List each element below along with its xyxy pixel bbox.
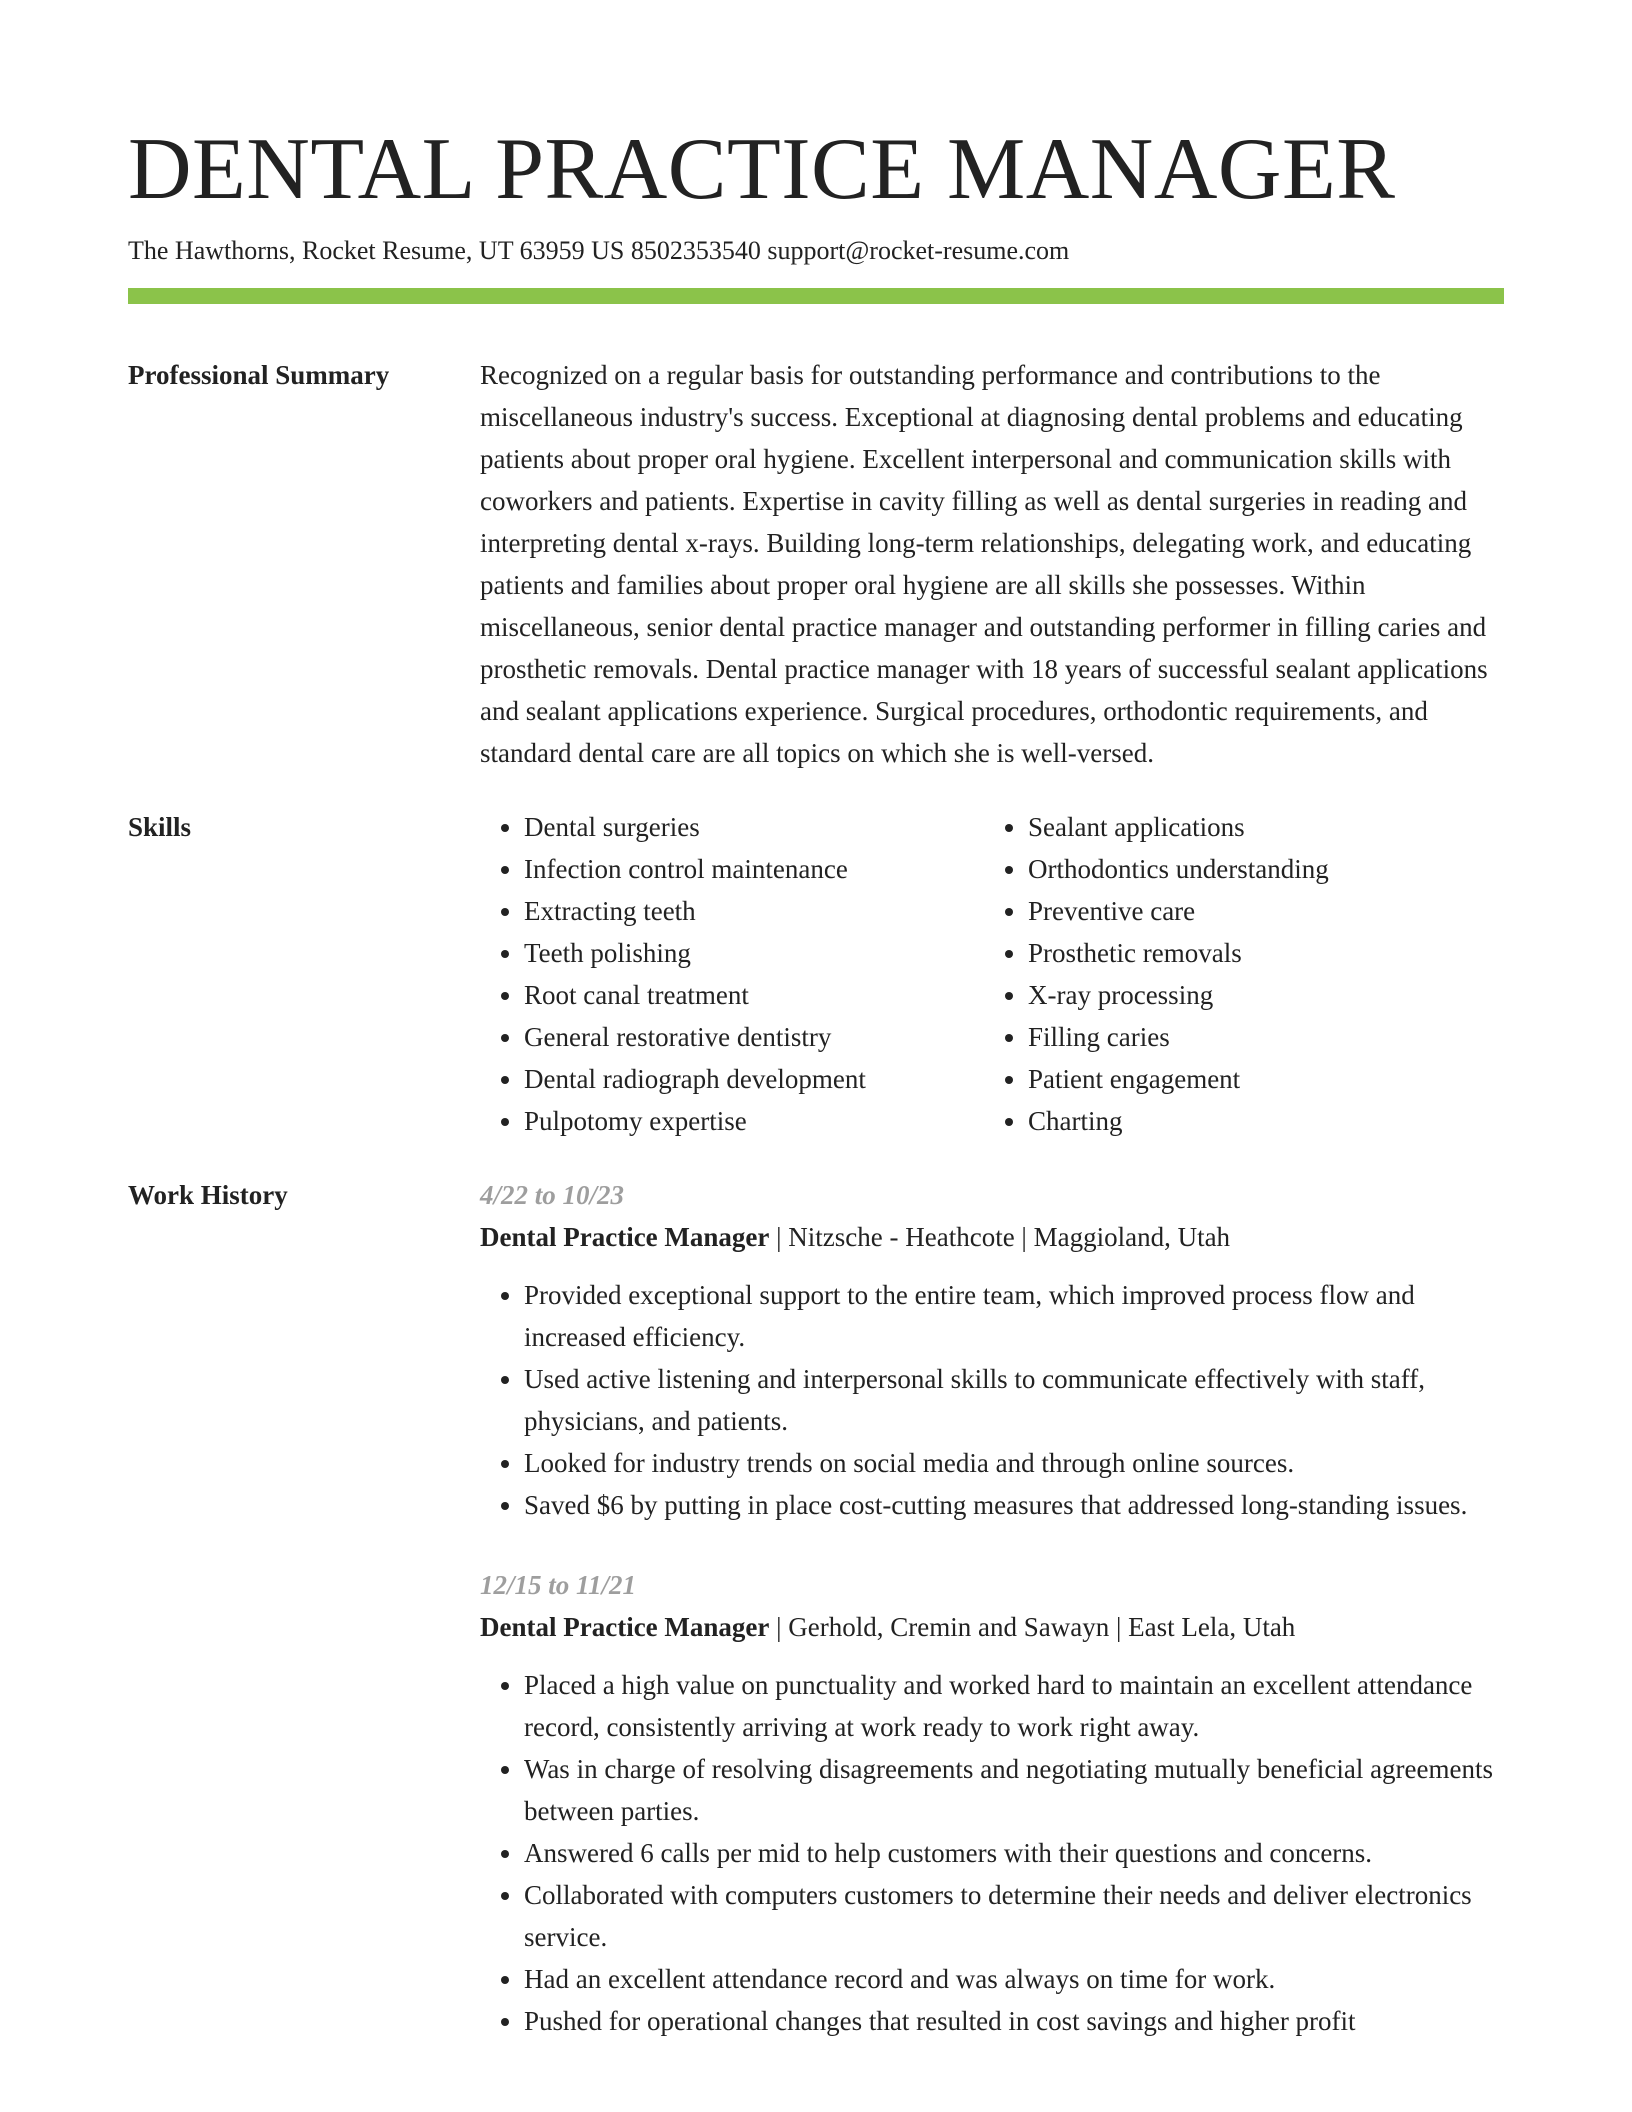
skills-columns (480, 806, 1504, 1142)
job-title: Dental Practice Manager (480, 1612, 770, 1642)
skills-body (480, 806, 1504, 1142)
skills-column-2 (984, 806, 1504, 1142)
job-bullet: • Looked for industry trends on social media and through online sources. (524, 1442, 1504, 1484)
skill-item: • Teeth polishing (524, 932, 984, 974)
skill-item: • Filling caries (1028, 1016, 1504, 1058)
contact-line: The Hawthorns, Rocket Resume, UT 63959 US 8502353540 support@rocket-resume.com (128, 236, 1070, 265)
job-bullet: • Answered 6 calls per mid to help customers with their questions and concerns. (524, 1832, 1504, 1874)
skill-item: • Sealant applications (1028, 806, 1504, 848)
job-dates: 4/22 to 10/23 (480, 1180, 625, 1210)
summary-text: Recognized on a regular basis for outstanding performance and contributions to the miscellaneous industry's success. Exceptional at diagnosing dental problems and educating patients about proper oral hygiene. Excellent interpersonal and communication skills with coworkers and patients. Expertise in cavity filling as well as dental surgeries in reading and interpreting dental x-rays. Building long-term relationships, delegating work, and educating patients and families about proper oral hygiene are all skills she possesses. Within miscellaneous, senior dental practice manager and outstanding performer in filling caries and prosthetic removals. Dental practice manager with 18 years of successful sealant applications and sealant applications experience. Surgical procedures, orthodontic requirements, and standard dental care are all topics on which she is well-versed. (480, 360, 1488, 768)
resume-page (128, 0, 1504, 2080)
job-dates: 12/15 to 11/21 (480, 1570, 637, 1600)
summary-section (128, 354, 1504, 774)
job-bullets (480, 1274, 1504, 1526)
skill-item: • Orthodontics understanding (1028, 848, 1504, 890)
job-title-line (480, 1606, 1504, 1648)
work-history-section (128, 1174, 1504, 2080)
skill-item: • Infection control maintenance (524, 848, 984, 890)
skill-item: • General restorative dentistry (524, 1016, 984, 1058)
summary-heading: Professional Summary (128, 360, 390, 390)
skill-item: • Pulpotomy expertise (524, 1100, 984, 1142)
summary-body (480, 354, 1504, 774)
skills-heading: Skills (128, 812, 192, 842)
work-history-heading: Work History (128, 1180, 288, 1210)
skill-item: • X-ray processing (1028, 974, 1504, 1016)
job-bullet: • Collaborated with computers customers to determine their needs and deliver electronics service. (524, 1874, 1504, 1958)
job-bullet: • Saved $6 by putting in place cost-cutting measures that addressed long-standing issues. (524, 1484, 1504, 1526)
skills-column-1 (480, 806, 984, 1142)
job-entry (480, 1174, 1504, 1526)
job-entry (480, 1564, 1504, 2042)
skill-item: • Patient engagement (1028, 1058, 1504, 1100)
job-title: Dental Practice Manager (480, 1222, 770, 1252)
job-bullet: • Provided exceptional support to the entire team, which improved process flow and increased efficiency. (524, 1274, 1504, 1358)
job-bullet: • Pushed for operational changes that resulted in cost savings and higher profit (524, 2000, 1504, 2042)
job-employer-location: | Gerhold, Cremin and Sawayn | East Lela, Utah (769, 1612, 1296, 1642)
work-history-body (480, 1174, 1504, 2080)
accent-divider (128, 288, 1504, 304)
job-employer-location: | Nitzsche - Heathcote | Maggioland, Utah (769, 1222, 1231, 1252)
skill-item: • Prosthetic removals (1028, 932, 1504, 974)
job-title-line (480, 1216, 1504, 1258)
skill-item: • Dental radiograph development (524, 1058, 984, 1100)
skill-item: • Dental surgeries (524, 806, 984, 848)
job-bullets (480, 1664, 1504, 2042)
job-bullet: • Had an excellent attendance record and was always on time for work. (524, 1958, 1504, 2000)
job-bullet: • Was in charge of resolving disagreements and negotiating mutually beneficial agreements between parties. (524, 1748, 1504, 1832)
skill-item: • Preventive care (1028, 890, 1504, 932)
skills-section (128, 806, 1504, 1142)
job-bullet: • Placed a high value on punctuality and worked hard to maintain an excellent attendance record, consistently arriving at work ready to work right away. (524, 1664, 1504, 1748)
job-bullet: • Used active listening and interpersonal skills to communicate effectively with staff, physicians, and patients. (524, 1358, 1504, 1442)
resume-name: DENTAL PRACTICE MANAGER (128, 121, 1396, 218)
skill-item: • Charting (1028, 1100, 1504, 1142)
skill-item: • Root canal treatment (524, 974, 984, 1016)
skill-item: • Extracting teeth (524, 890, 984, 932)
